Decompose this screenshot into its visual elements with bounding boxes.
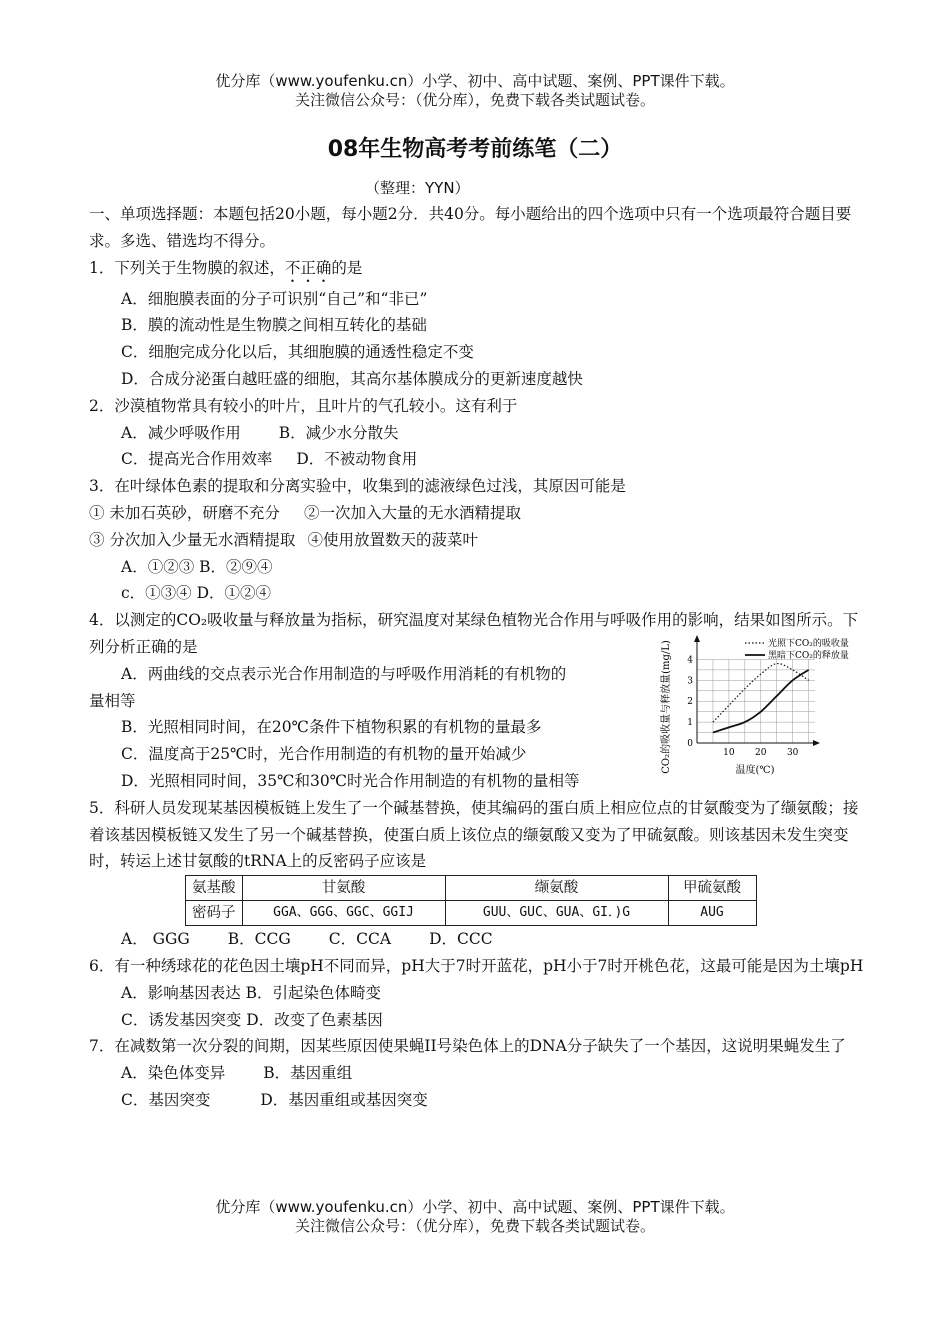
- question-6-stem: 6．有一种绣球花的花色因土壤pH不同而异，pH大于7时开蓝花，pH小于7时开桃色花，这最可能是因为土壤pH: [89, 956, 864, 975]
- footer-line-2: 关注微信公众号：（优分库），免费下载各类试题试卷。: [294, 1217, 655, 1235]
- page-title: 08年生物高考考前练笔（二）: [327, 137, 623, 162]
- codon-table: [185, 875, 757, 926]
- q3-options-ab: A．①②③ B．②⑨④: [121, 557, 273, 576]
- header-line-1: 优分库（www.youfenku.cn）小学、初中、高中试题、案例、PPT课件下载。: [215, 72, 735, 90]
- y-tick-label: 3: [687, 676, 693, 687]
- q6-options-ab: A．影响基因表达 B．引起染色体畸变: [121, 983, 382, 1002]
- q7-option-d: D．基因重组或基因突变: [260, 1090, 428, 1109]
- footer-line-1: 优分库（www.youfenku.cn）小学、初中、高中试题、案例、PPT课件下载。: [215, 1198, 735, 1216]
- q2-options-cd: [89, 446, 865, 473]
- section-intro: 一、单项选择题：本题包括20小题，每小题2分．共40分。每小题给出的四个选项中只有一个选项最符合题目要求。多选、错选均不得分。: [89, 205, 852, 250]
- q7-option-a: A．染色体变异: [121, 1064, 226, 1083]
- table-cell: 密码子: [186, 901, 243, 926]
- y-axis-label: CO₂的吸收量与释放量(mg/L): [661, 640, 672, 774]
- q2-option-a: A．减少呼吸作用: [121, 423, 241, 442]
- table-cell: AUG: [668, 901, 756, 926]
- table-cell: 甲硫氨酸: [668, 876, 756, 901]
- emphasis-text: 不正确: [284, 258, 332, 277]
- question-3-stem: 3．在叶绿体色素的提取和分离实验中，收集到的滤液绿色过浅，其原因可能是: [89, 477, 626, 496]
- table-row: [186, 876, 757, 901]
- table-cell: 氨基酸: [186, 876, 243, 901]
- y-tick-label: 4: [687, 655, 693, 666]
- question-4-stem: 4．以测定的CO₂吸收量与释放量为指标，研究温度对某绿色植物光合作用与呼吸作用的影响，结果如图所示。下列分析正确的是: [89, 611, 859, 656]
- table-cell: GUU、GUC、GUA、GI．)G: [445, 901, 668, 926]
- page-header: [0, 72, 950, 110]
- y-tick-label: 0: [687, 739, 693, 750]
- q1-option-c: C．细胞完成分化以后，其细胞膜的通透性稳定不变: [121, 343, 474, 362]
- y-ticks: [687, 656, 693, 750]
- page-subtitle: （整理：YYN）: [365, 179, 470, 197]
- q5-option-b: B．CCG: [227, 930, 291, 949]
- table-cell: 甘氨酸: [242, 876, 445, 901]
- question-4: [89, 607, 865, 795]
- legend-dark-label: 黑暗下CO₂的释放量: [768, 651, 849, 662]
- header-line-2: 关注微信公众号：（优分库），免费下载各类试题试卷。: [294, 91, 655, 109]
- x-tick-label: 10: [723, 748, 735, 759]
- q1-option-b: B．膜的流动性是生物膜之间相互转化的基础: [121, 316, 427, 335]
- q5-option-c: C．CCA: [328, 930, 392, 949]
- x-ticks: [723, 748, 799, 758]
- page-footer: [0, 1198, 950, 1236]
- q4-option-b: B．光照相同时间，在20℃条件下植物积累的有机物的量最多: [121, 718, 542, 737]
- q7-options-cd: [89, 1087, 865, 1114]
- q4-option-a-cont: 量相等: [89, 691, 136, 710]
- q4-option-c: C．温度高于25℃时，光合作用制造的有机物的量开始减少: [121, 745, 527, 764]
- q4-option-a: A．两曲线的交点表示光合作用制造的与呼吸作用消耗的有机物的: [121, 664, 567, 683]
- x-axis-arrow: [813, 740, 820, 746]
- q1-option-d: D．合成分泌蛋白越旺盛的细胞，其高尔基体膜成分的更新速度越快: [121, 369, 583, 388]
- q5-option-a: A． GGG: [121, 930, 190, 949]
- x-axis-label: 温度(℃): [735, 765, 775, 776]
- q2-option-c: C．提高光合作用效率: [121, 450, 273, 469]
- table-cell: GGA、GGG、GGC、GGIJ: [242, 901, 445, 926]
- question-7-stem: 7．在减数第一次分裂的间期，因某些原因使果蝇II号染色体上的DNA分子缺失了一个基因，这说明果蝇发生了: [89, 1037, 846, 1056]
- q2-options-ab: [89, 420, 865, 447]
- q3-options-cd: c．①③④ D．①②④: [121, 584, 272, 603]
- table-cell: 缬氨酸: [445, 876, 668, 901]
- question-1-stem: 1．下列关于生物膜的叙述，不正确的是: [89, 258, 363, 277]
- y-axis-arrow: [694, 635, 700, 642]
- x-tick-label: 30: [786, 748, 799, 759]
- q2-option-b: B．减少水分散失: [278, 423, 399, 442]
- q3-statements-12: ① 未加石英砂，研磨不充分 ②一次加入大量的无水酒精提取: [89, 503, 521, 522]
- exam-content: [89, 201, 865, 1114]
- q2-option-d: D．不被动物食用: [296, 450, 418, 469]
- question-2-stem: 2．沙漠植物常具有较小的叶片，且叶片的气孔较小。这有利于: [89, 396, 518, 415]
- question-5-stem: 5．科研人员发现某基因模板链上发生了一个碱基替换，使其编码的蛋白质上相应位点的甘氨酸变为了缬氨酸；接着该基因模板链又发生了另一个碱基替换，使蛋白质上该位点的缬氨酸又变为了甲硫氨酸。则该基因未发生突变时，转运上述甘氨酸的tRNA上的反密码子应该是: [89, 798, 859, 871]
- q6-options-cd: C．诱发基因突变 D．改变了色素基因: [121, 1010, 383, 1029]
- q4-option-d: D．光照相同时间，35℃和30℃时光合作用制造的有机物的量相等: [121, 771, 580, 790]
- y-tick-label: 1: [687, 718, 693, 729]
- legend-light-label: 光照下CO₂的吸收量: [768, 639, 849, 650]
- x-tick-label: 20: [755, 748, 767, 759]
- q7-options-ab: [89, 1060, 865, 1087]
- q3-statements-34: ③ 分次加入少量无水酒精提取 ④使用放置数天的菠菜叶: [89, 530, 478, 549]
- q7-option-c: C．基因突变: [121, 1090, 211, 1109]
- y-tick-label: 2: [687, 697, 693, 708]
- q5-options: [89, 926, 865, 953]
- table-row: [186, 901, 757, 926]
- q1-option-a: A．细胞膜表面的分子可识别“自己”和“非已”: [121, 289, 428, 308]
- q5-option-d: D．CCC: [429, 930, 493, 949]
- q7-option-b: B．基因重组: [263, 1064, 353, 1083]
- co2-temperature-chart: [657, 635, 867, 775]
